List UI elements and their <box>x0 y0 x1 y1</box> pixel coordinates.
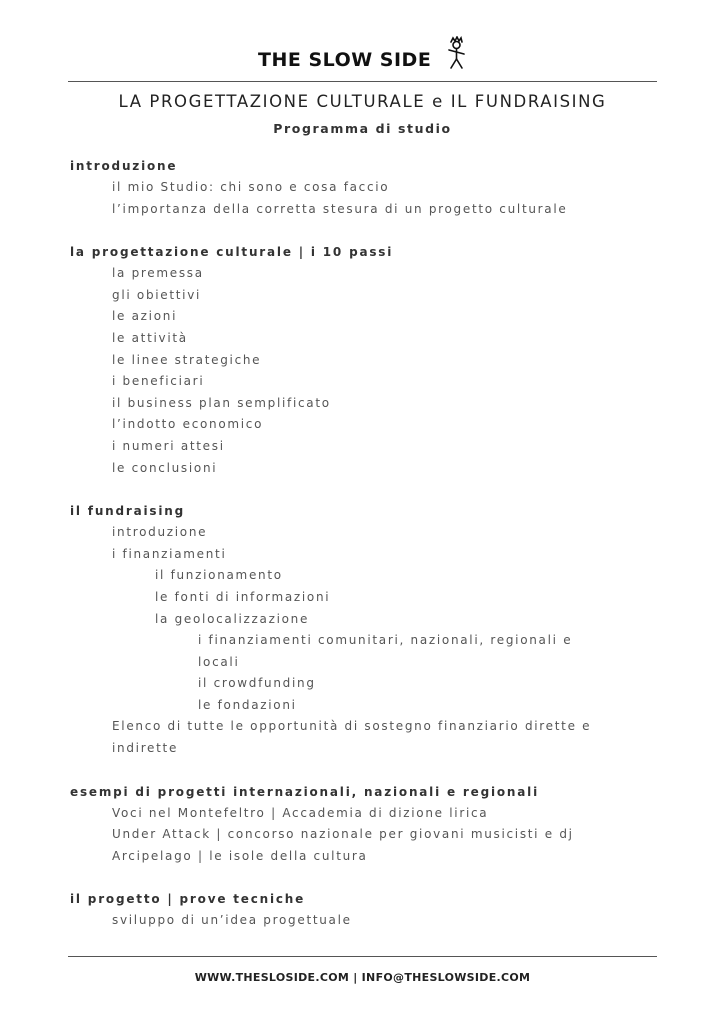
program-section <box>0 241 725 479</box>
list-item: le conclusioni <box>112 460 218 475</box>
list-item: l’indotto economico <box>112 417 264 432</box>
list-item: l’importanza della corretta stesura di un progetto culturale <box>112 201 568 216</box>
list-item: Voci nel Montefeltro | Accademia di dizione lirica <box>112 805 489 820</box>
page-subtitle: Programma di studio <box>273 121 452 136</box>
list-item: le fonti di informazioni <box>155 589 331 604</box>
list-item: il crowdfunding <box>198 676 316 691</box>
section-title: il fundraising <box>70 504 186 519</box>
list-item: Elenco di tutte le opportunità di sostegno finanziario dirette e <box>112 719 592 734</box>
list-item: introduzione <box>112 525 208 540</box>
list-item: i numeri attesi <box>112 438 225 453</box>
list-item: sviluppo di un’idea progettuale <box>112 913 352 928</box>
list-item: il mio Studio: chi sono e cosa faccio <box>112 180 390 194</box>
list-item: il business plan semplificato <box>112 395 331 410</box>
list-item: la geolocalizzazione <box>155 611 310 626</box>
section-title: la progettazione culturale | i 10 passi <box>70 245 394 260</box>
program-content <box>0 155 725 953</box>
list-item: le azioni <box>112 309 178 324</box>
list-item: le linee strategiche <box>112 352 262 367</box>
list-item: i finanziamenti <box>112 546 227 561</box>
list-item: indirette <box>112 741 179 756</box>
list-item: le fondazioni <box>198 697 297 712</box>
header <box>0 36 725 80</box>
list-item: Under Attack | concorso nazionale per giovani musicisti e dj <box>112 827 574 842</box>
program-section <box>0 155 725 220</box>
section-title: il progetto | prove tecniche <box>70 892 306 907</box>
program-section <box>0 500 725 760</box>
stick-figure-icon <box>444 36 468 72</box>
list-item: il funzionamento <box>155 568 283 583</box>
brand-name: THE SLOW SIDE <box>258 49 432 71</box>
list-item: i finanziamenti comunitari, nazionali, regionali e <box>198 633 573 648</box>
program-section <box>0 781 725 868</box>
list-item: le attività <box>112 330 188 345</box>
program-section <box>0 888 725 932</box>
list-item: Arcipelago | le isole della cultura <box>112 848 368 863</box>
page-title: LA PROGETTAZIONE CULTURALE e IL FUNDRAISING <box>118 92 607 111</box>
section-title: esempi di progetti internazionali, nazionali e regionali <box>70 784 539 799</box>
footer-contacts: WWW.THESLOSIDE.COM | INFO@THESLOWSIDE.COM <box>194 971 531 984</box>
list-item: la premessa <box>112 266 204 281</box>
list-item: locali <box>198 654 240 669</box>
bottom-divider <box>68 956 657 957</box>
section-title: introduzione <box>70 159 178 173</box>
list-item: gli obiettivi <box>112 287 202 302</box>
top-divider <box>68 81 657 82</box>
list-item: i beneficiari <box>112 374 205 389</box>
